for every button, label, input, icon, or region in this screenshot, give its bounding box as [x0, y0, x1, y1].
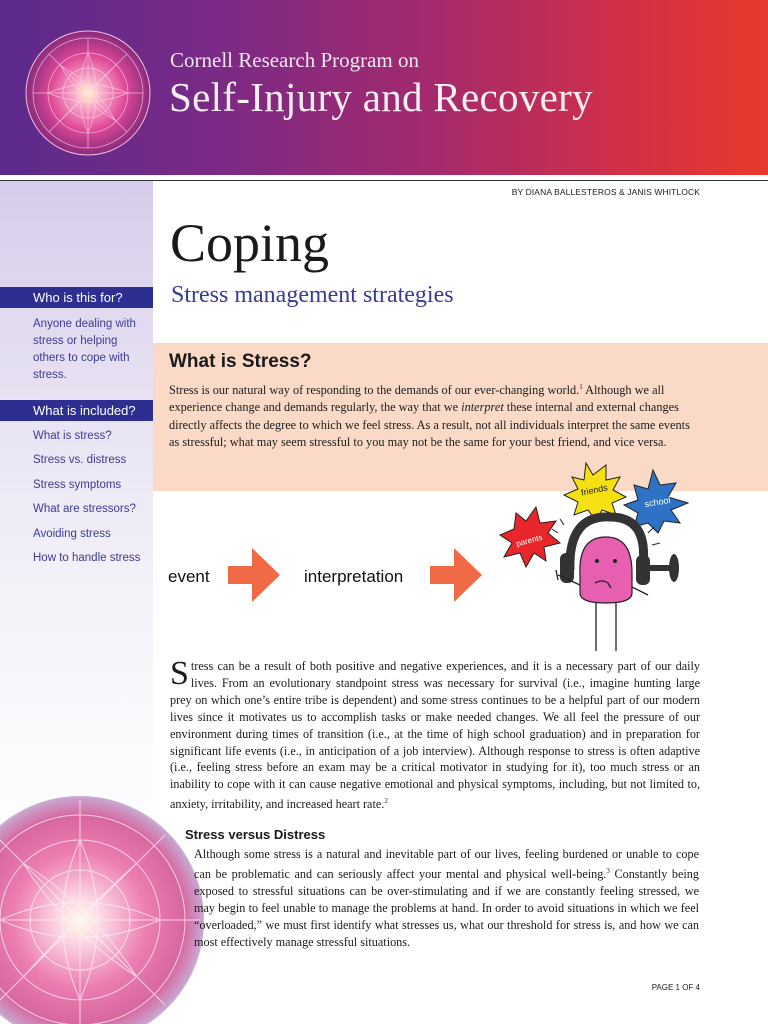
byline: BY DIANA BALLESTEROS & JANIS WHITLOCK [511, 187, 700, 197]
flow-event-label: event [168, 567, 210, 586]
burst-parents-label: parents [515, 532, 544, 549]
arrow-icon [428, 546, 484, 604]
flow-interpretation-label: interpretation [304, 567, 404, 586]
burst-friends-label: friends [580, 482, 609, 498]
program-title: Self-Injury and Recovery [169, 74, 593, 120]
section-text: Stress is our natural way of responding to the demands of our ever-changing world.$^1$ Although we all experience change and demands regularly, the way that we interpret these internal and external changes directly affects the degree to which we feel stress. As a result, not all individuals interpret the same events as stressful; what may seem stressful to you may not be the same for your best friend, and vice versa. [169, 383, 690, 449]
included-item: What are stressors? [33, 503, 136, 516]
mandala-logo [25, 30, 151, 156]
who-heading: Who is this for? [0, 287, 153, 308]
included-item: What is stress? [33, 430, 112, 442]
stressed-character-illustration [498, 455, 698, 655]
included-item: Stress symptoms [33, 478, 122, 491]
arrow-icon [226, 546, 282, 604]
included-item: Stress vs. distress [33, 454, 127, 467]
included-item: Avoiding stress [33, 527, 111, 540]
distress-paragraph: Although some stress is a natural and inevitable part of our lives, feeling burdened or unable to cope can be problematic and can seriously affect your mental and physical well-being.$^3$ Constantly being exposed to stressful situations can be over-stimulating and if we are constantly feeling stressed, we may begin to feel unable to manage the problems at hand. In order to avoid situations in which we feel “overloaded,” we must first identify what stresses us, what our threshold for stress is, and how we can most effectively manage stressful situations. [194, 847, 699, 949]
included-heading: What is included? [0, 400, 153, 421]
program-kicker: Cornell Research Program on [170, 48, 420, 72]
who-text: Anyone dealing with stress or helping others to cope with stress. [33, 318, 136, 381]
section-heading: What is Stress? [169, 351, 312, 372]
decorative-mandala [0, 795, 205, 1024]
included-list [33, 428, 140, 574]
intro-paragraph: Stress can be a result of both positive and negative experiences, and it is a necessary part of our daily lives. From an evolutionary standpoint stress was necessary for survival (i.e., imagine hunting large prey on which one’s entire tribe is dependent) and some stress continues to be a helpful part of our modern lives since it motivates us to accomplish tasks or make needed changes. We all feel the pressure of our environment during times of transition (i.e., at the time of high school graduation) and in preparation for significant life events (i.e., in anticipation of a job interview). Although response to stress is often adaptive (i.e., feeling stress before an exam may be a critical motivator in studying for it), too much stress or an inability to cope with it can cause negative emotional and physical symptoms, including, but not limited to, anxiety, irritability, and increased heart rate.$^2$ [170, 655, 700, 812]
included-item: How to handle stress [33, 551, 141, 564]
distress-heading: Stress versus Distress [185, 827, 326, 842]
page-subtitle: Stress management strategies [171, 282, 454, 308]
page-number: PAGE 1 OF 4 [651, 983, 700, 992]
header-banner [0, 0, 768, 175]
burst-school-label: school [643, 494, 672, 510]
drop-cap: S [170, 655, 189, 692]
page-title: Coping [170, 213, 330, 273]
